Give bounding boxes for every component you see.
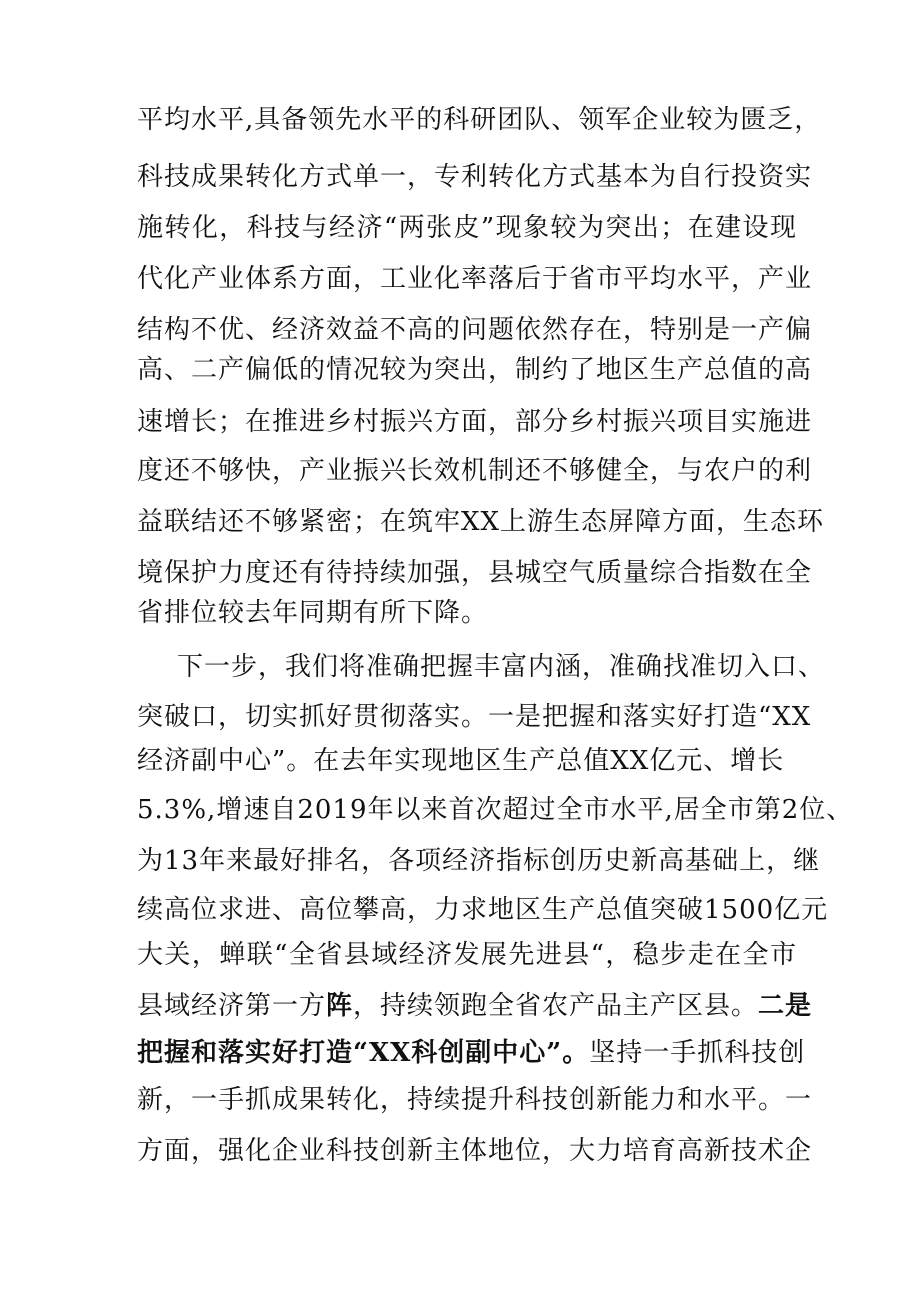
text-line: 度还不够快，产业振兴长效机制还不够健全，与农户的利 — [137, 456, 813, 486]
text-segment: 县域经济第一方 — [137, 991, 327, 1021]
text-segment: 坚持一手抓科技创 — [589, 1038, 806, 1068]
paragraph-first-line: 下一步，我们将准确把握丰富内涵，准确找准切入口、 — [177, 652, 826, 682]
bold-heading-segment: 把握和落实好打造“XX科创副中心”。 — [137, 1038, 590, 1068]
text-line: 大关，蝉联“全省县域经济发展先进县“，稳步走在全市 — [137, 940, 797, 970]
text-line: 益联结还不够紧密；在筑牢XX上游生态屏障方面，生态环 — [137, 507, 825, 537]
bold-heading-segment: 二是 — [758, 991, 813, 1021]
text-line: 代化产业体系方面，工业化率落后于省市平均水平，产业 — [137, 264, 813, 294]
text-line: 平均水平,具备领先水平的科研团队、领军企业较为匮乏， — [137, 105, 822, 135]
text-line: 速增长；在推进乡村振兴方面，部分乡村振兴项目实施进 — [137, 407, 813, 437]
text-line — [137, 983, 813, 1029]
text-line: 续高位求进、高位攀高，力求地区生产总值突破1500亿元 — [137, 895, 829, 925]
text-line: 突破口，切实抓好贯彻落实。一是把握和落实好打造“XX — [137, 702, 812, 732]
text-line: 施转化，科技与经济“两张皮”现象较为突出；在建设现 — [137, 213, 797, 243]
text-line: 结构不优、经济效益不高的问题依然存在，特别是一产偏 — [137, 315, 813, 345]
text-line: 5.3%,增速自2019年以来首次超过全市水平,居全市第2位、 — [137, 795, 854, 825]
bold-text-segment: 阵 — [326, 991, 354, 1021]
text-segment: ，持续领跑全省农产品主产区县。 — [353, 991, 759, 1021]
text-line: 方面，强化企业科技创新主体地位，大力培育高新技术企 — [137, 1136, 813, 1166]
text-line: 科技成果转化方式单一，专利转化方式基本为自行投资实 — [137, 162, 813, 192]
text-line: 为13年来最好排名，各项经济指标创历史新高基础上，继 — [137, 846, 821, 876]
text-line: 新，一手抓成果转化，持续提升科技创新能力和水平。一 — [137, 1085, 813, 1115]
text-line: 高、二产偏低的情况较为突出，制约了地区生产总值的高 — [137, 355, 813, 385]
text-line — [137, 1030, 806, 1076]
text-line: 省排位较去年同期有所下降。 — [137, 598, 489, 628]
text-line: 境保护力度还有待持续加强，县城空气质量综合指数在全 — [137, 558, 813, 588]
text-line: 经济副中心”。在去年实现地区生产总值XX亿元、增长 — [137, 746, 785, 776]
